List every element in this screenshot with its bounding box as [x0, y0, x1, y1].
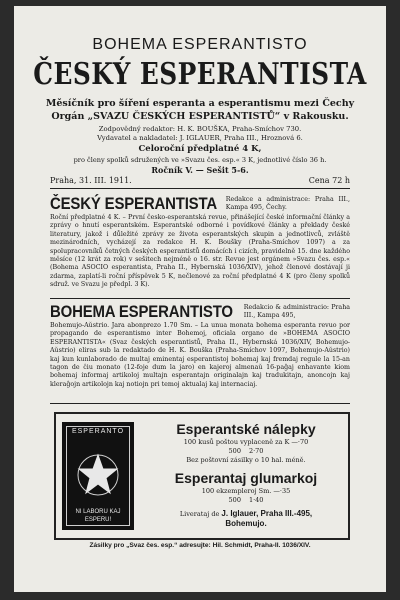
esperanto-section-title: BOHEMA ESPERANTISTO [50, 302, 233, 321]
dateline [50, 176, 350, 185]
esperanto-stamp [62, 422, 134, 530]
publisher-line: Vydavatel a nakladatel: J. IGLAUER, Praha III., Hroznová 6. [97, 134, 303, 142]
subtitle-organ: Orgán „SVAZU ČESKÝCH ESPERANTISTŮ“ v Rakousku. [51, 111, 349, 122]
subscription-price: Celoroční předplatné 4 K, [138, 144, 262, 154]
stamp-top-text: ESPERANTO [71, 428, 125, 435]
czech-section-body: Roční předplatné 4 K. – První česko-esperantská revue, přinášející české informační články a zprávy o hnutí esperantském. Esperantské odborné i povídkové články a překlady české literatury, jakož i důležité zprávy ze života esperantských skupin a jednotlivců, zvláště mezinárodních, vycházejí za redakce H. K. Boušky (Praha-Smíchov 1097) a za spolupracovníků četných českých esperantistů domácích i cizích, pravidelně 15. dne každého měsíce (12 krát za rok) v sešitech nejméně o 16. str. Revue jest orgánem »Svazu čes. esp.« (Bohema ASOCIO esperantista, Praha II., Hybernská 1036/XIV), jehož členové dostávají ji zdarma, zaplatí-li roční příspěvek 5 K, nečlenové za roční předplatné 4 K (pro členy spolků sdruž. ve Svazu je předpl. 3 K). [50, 214, 350, 289]
sticker-advertisement [54, 412, 350, 540]
ad-price-100-esperanto: 100 ekzempleroj Sm. —·35 [201, 487, 291, 495]
ad-details [148, 420, 344, 529]
footer-address: Zásilky pro „Svaz čes. esp.“ adresujte: Hil. Schmidt, Praha-II. 1036/XIV. [89, 542, 311, 549]
czech-section-address: Redakce a administrace: Praha III., Kampa 495, Čechy. [225, 196, 350, 211]
editor-line: Zodpovědný redaktor: H. K. BOUŠKA, Praha-Smíchov 730. [98, 125, 302, 133]
ad-price-100-czech: 100 kusů poštou vyplaceně za K —·70 [183, 438, 309, 446]
publisher-title: BOHEMA ESPERANTISTO [92, 36, 308, 53]
ad-price-500-esperanto: 500 1·40 [228, 496, 264, 504]
czech-section-title: ČESKÝ ESPERANTISTA [50, 194, 217, 213]
issue-number: Ročník V. — Sešit 5-6. [151, 165, 249, 175]
member-price: pro členy spolků sdružených ve »Svazu čes. esp.« 3 K, jednotlivé číslo 36 h. [73, 156, 327, 164]
magazine-title: ČESKÝ ESPERANTISTA [33, 57, 367, 92]
issue-cost: Cena 72 h [308, 176, 350, 185]
ad-heading-czech: Esperantské nálepky [176, 421, 316, 437]
esperanto-section-header [50, 302, 350, 322]
divider [50, 188, 350, 189]
subtitle-monthly: Měsíčník pro šíření esperanta a esperantismu mezi Čechy [45, 98, 355, 109]
divider [50, 403, 350, 404]
ad-price-500-czech: 500 2·70 [228, 447, 264, 455]
ad-heading-esperanto: Esperantaj glumarkoj [174, 470, 318, 486]
divider [50, 298, 350, 299]
magazine-cover-page [14, 6, 386, 592]
ad-postage-note: Bez poštovní zásilky o 10 hal. méně. [186, 456, 306, 464]
star-icon [76, 450, 120, 500]
czech-section-header [50, 194, 350, 214]
ad-supplier: Liverataj de J. Iglauer, Praha III.-495, Bohemujo. [179, 509, 313, 528]
stamp-bottom-text: NI LABORU KAJ ESPERU! [75, 509, 121, 523]
esperanto-section-address: Redakcio & administracio: Praha III., Kampa 495, [243, 304, 350, 319]
esperanto-section [50, 302, 350, 389]
issue-date: Praha, 31. III. 1911. [50, 176, 132, 185]
czech-section [50, 194, 350, 290]
esperanto-section-body: Bohemujo-Aŭstrio. Jara abonprezo 1.70 Sm. – La unua monata bohema esperanta revuo por propagando de esperantismo inter Bohemoj, oficiala organo de »BOHEMA ASOCIO ESPERANTISTA« (Svaz českých esperantistů, Praha II., Hybernská 1036/XIV, Bohemujo-Aŭstrio) eliras sub la redaktado de H. K. Bouška (Praha-Smíchov 1097, Bohemujo-Aŭstrio) kaj kun kunlaborado de multaj eminentaj esperantistoj bohemaj kaj fremdaj regule la 15-an tagon de ĉiu monato (12-foje dum la jaro) en kajeroj almenaŭ 16-paĝaj enhavante kiom bohemaj informaj artikoloj multajn esperantajn originalajn kaj tradukitajn, anoncojn kaj kleraĝojn artikolojn kaj notiojn pri temoj aktualaj kaj internaciaj. [50, 322, 350, 388]
